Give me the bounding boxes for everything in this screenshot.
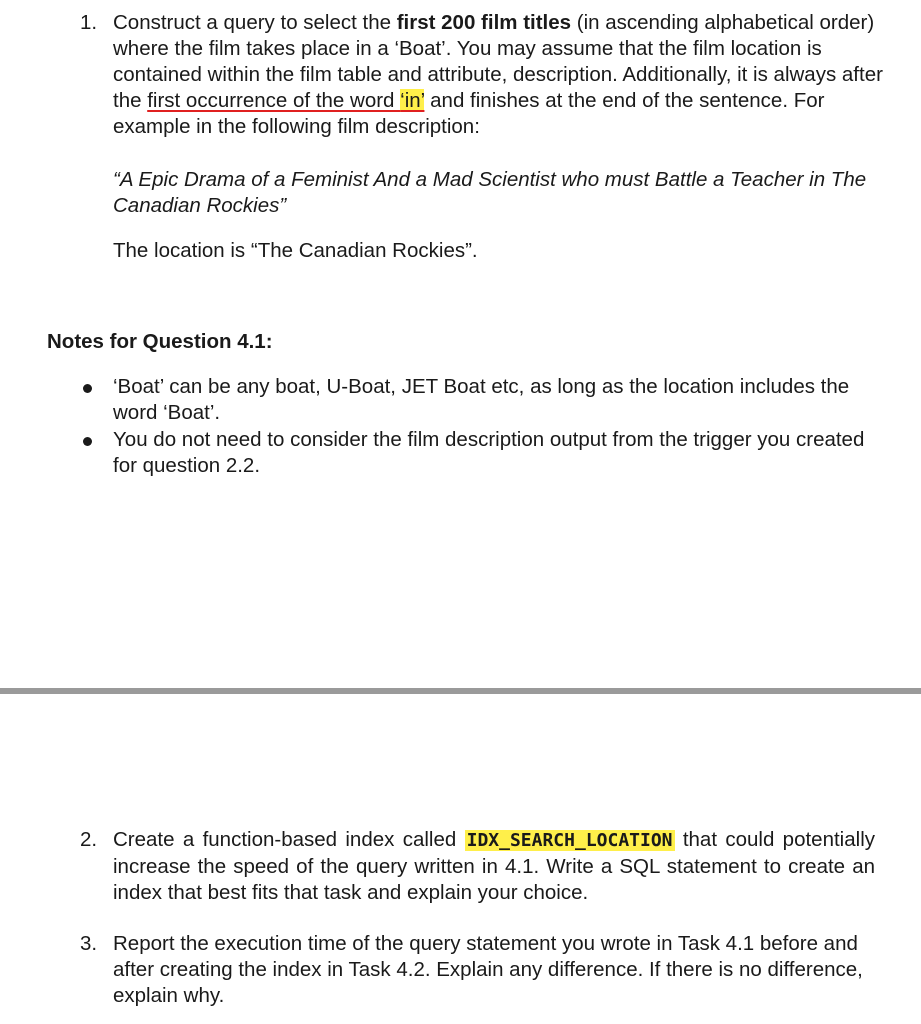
- note-text: You do not need to consider the film description output from the trigger you created for question 2.2.: [113, 428, 865, 477]
- notes-list: [80, 374, 880, 480]
- question-1-text: [113, 10, 903, 140]
- question-2-text: [113, 827, 875, 906]
- example-description-quote: “A Epic Drama of a Feminist And a Mad Scientist who must Battle a Teacher in The Canadian Rockies”: [113, 168, 867, 217]
- q1-underlined-text: first occurrence of the word: [147, 89, 401, 112]
- question-2-number: 2.: [80, 828, 98, 851]
- q1-text-part: (in ascending alphabetical order) where the film takes place in a ‘Boat’. You may assume that the film location is contained within the film table and attribute, description. Additionally, it is always after the: [113, 11, 883, 112]
- page-divider: [0, 688, 921, 694]
- question-1-number: 1.: [80, 11, 98, 34]
- q1-underlined-phrase: [147, 89, 424, 112]
- q1-bold-phrase: first 200 film titles: [396, 11, 572, 34]
- q2-text-part: that could potentially increase the speed of the query written in 4.1. Write a SQL statement to create an index that best fits that task and explain your choice.: [113, 828, 875, 904]
- q2-text-part: Create a function-based index called: [113, 828, 465, 851]
- index-name-code: IDX_SEARCH_LOCATION: [466, 830, 673, 851]
- note-text: ‘Boat’ can be any boat, U-Boat, JET Boat etc, as long as the location includes the word ‘Boat’.: [113, 375, 850, 424]
- list-item: [80, 374, 880, 426]
- q1-text-part: Construct a query to select the: [113, 11, 397, 34]
- bullet-icon: [83, 437, 92, 446]
- q1-highlighted-word: ‘in’: [400, 89, 425, 112]
- list-item: [80, 427, 880, 479]
- question-3-text: Report the execution time of the query statement you wrote in Task 4.1 before and after creating the index in Task 4.2. Explain any difference. If there is no difference, explain why.: [113, 932, 863, 1007]
- bullet-icon: [83, 384, 92, 393]
- example-location-line: The location is “The Canadian Rockies”.: [113, 239, 478, 262]
- q1-text-part: and finishes at the end of the sentence. For example in the following film description:: [113, 89, 825, 138]
- question-3-number: 3.: [80, 932, 98, 955]
- notes-heading: Notes for Question 4.1:: [47, 330, 273, 353]
